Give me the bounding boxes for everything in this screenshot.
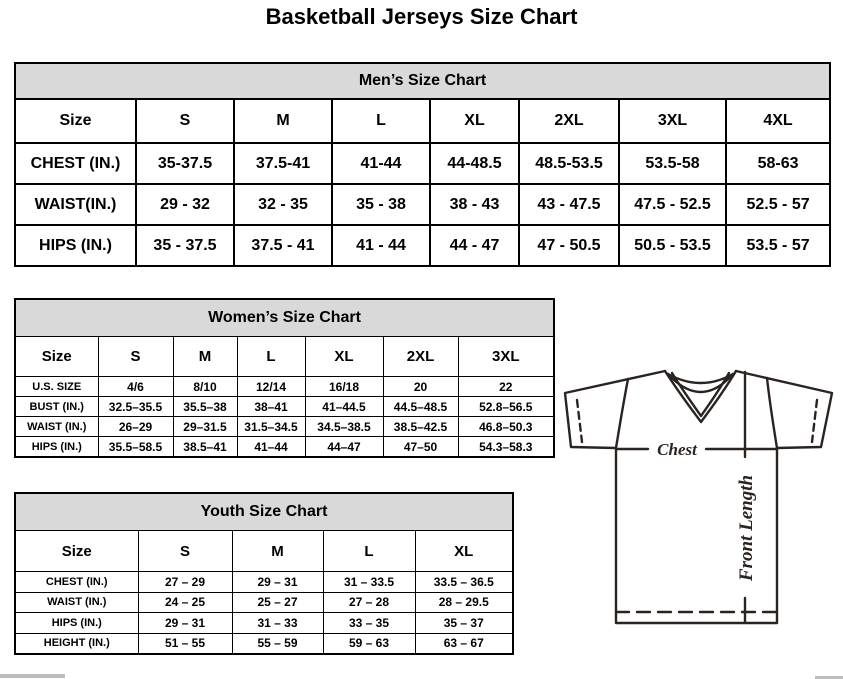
value-cell: 35.5–58.5 [98, 437, 173, 458]
col-header: 2XL [383, 337, 458, 377]
value-cell: 38 - 43 [430, 184, 519, 225]
value-cell: 37.5-41 [234, 143, 332, 184]
col-header: M [234, 99, 332, 143]
value-cell: 48.5-53.5 [519, 143, 619, 184]
mens-header-row [15, 99, 830, 143]
value-cell: 31.5–34.5 [237, 417, 305, 437]
left-shoulder-seam [616, 379, 628, 448]
mens-hips-row [15, 225, 830, 266]
value-cell: 59 – 63 [323, 633, 415, 654]
value-cell: 50.5 - 53.5 [619, 225, 726, 266]
value-cell: 54.3–58.3 [458, 437, 554, 458]
value-cell: 28 – 29.5 [415, 592, 513, 613]
value-cell: 27 – 29 [138, 572, 232, 593]
mens-size-chart-table [14, 62, 831, 267]
col-header: XL [415, 531, 513, 572]
col-header: L [323, 531, 415, 572]
value-cell: 38.5–41 [173, 437, 237, 458]
youth-chart-title: Youth Size Chart [15, 493, 513, 531]
value-cell: 35.5–38 [173, 397, 237, 417]
value-cell: 4/6 [98, 377, 173, 397]
value-cell: 47.5 - 52.5 [619, 184, 726, 225]
value-cell: 47 - 50.5 [519, 225, 619, 266]
womens-waist-row [15, 417, 554, 437]
row-label: BUST (IN.) [15, 397, 98, 417]
col-header: M [173, 337, 237, 377]
value-cell: 52.5 - 57 [726, 184, 830, 225]
youth-chest-row [15, 572, 513, 593]
right-shoulder-seam [767, 378, 777, 448]
value-cell: 41–44.5 [305, 397, 383, 417]
value-cell: 29 – 31 [138, 613, 232, 634]
col-header: S [98, 337, 173, 377]
value-cell: 53.5 - 57 [726, 225, 830, 266]
col-header: Size [15, 337, 98, 377]
value-cell: 29–31.5 [173, 417, 237, 437]
womens-ussize-row [15, 377, 554, 397]
col-header: M [232, 531, 323, 572]
value-cell: 58-63 [726, 143, 830, 184]
row-label: HIPS (IN.) [15, 437, 98, 458]
page-title: Basketball Jerseys Size Chart [265, 4, 578, 29]
row-label: WAIST (IN.) [15, 417, 98, 437]
value-cell: 35 - 37.5 [136, 225, 234, 266]
row-label: HIPS (IN.) [15, 225, 136, 266]
value-cell: 63 – 67 [415, 633, 513, 654]
row-label: WAIST (IN.) [15, 592, 138, 613]
value-cell: 38–41 [237, 397, 305, 417]
value-cell: 43 - 47.5 [519, 184, 619, 225]
mens-chart-title: Men’s Size Chart [15, 63, 830, 99]
value-cell: 47–50 [383, 437, 458, 458]
womens-chart-title: Women’s Size Chart [15, 299, 554, 337]
value-cell: 31 – 33 [232, 613, 323, 634]
value-cell: 26–29 [98, 417, 173, 437]
value-cell: 35 – 37 [415, 613, 513, 634]
mens-waist-row [15, 184, 830, 225]
value-cell: 33 – 35 [323, 613, 415, 634]
col-header: S [138, 531, 232, 572]
womens-bust-row [15, 397, 554, 417]
row-label: U.S. SIZE [15, 377, 98, 397]
value-cell: 44–47 [305, 437, 383, 458]
col-header: L [237, 337, 305, 377]
value-cell: 35 - 38 [332, 184, 430, 225]
col-header: Size [15, 531, 138, 572]
chest-label: Chest [657, 440, 697, 459]
youth-size-chart-table [14, 492, 514, 655]
value-cell: 22 [458, 377, 554, 397]
value-cell: 53.5-58 [619, 143, 726, 184]
col-header: XL [305, 337, 383, 377]
youth-height-row [15, 633, 513, 654]
value-cell: 41–44 [237, 437, 305, 458]
row-label: HEIGHT (IN.) [15, 633, 138, 654]
value-cell: 32.5–35.5 [98, 397, 173, 417]
value-cell: 55 – 59 [232, 633, 323, 654]
womens-size-chart-table [14, 298, 555, 458]
row-label: HIPS (IN.) [15, 613, 138, 634]
youth-waist-row [15, 592, 513, 613]
value-cell: 12/14 [237, 377, 305, 397]
value-cell: 41-44 [332, 143, 430, 184]
youth-hips-row [15, 613, 513, 634]
value-cell: 44 - 47 [430, 225, 519, 266]
col-header: XL [430, 99, 519, 143]
row-label: WAIST(IN.) [15, 184, 136, 225]
value-cell: 31 – 33.5 [323, 572, 415, 593]
value-cell: 32 - 35 [234, 184, 332, 225]
value-cell: 37.5 - 41 [234, 225, 332, 266]
col-header: 4XL [726, 99, 830, 143]
value-cell: 34.5–38.5 [305, 417, 383, 437]
value-cell: 35-37.5 [136, 143, 234, 184]
value-cell: 41 - 44 [332, 225, 430, 266]
value-cell: 44-48.5 [430, 143, 519, 184]
col-header: Size [15, 99, 136, 143]
row-label: CHEST (IN.) [15, 572, 138, 593]
row-label: CHEST (IN.) [15, 143, 136, 184]
col-header: S [136, 99, 234, 143]
value-cell: 16/18 [305, 377, 383, 397]
value-cell: 24 – 25 [138, 592, 232, 613]
value-cell: 38.5–42.5 [383, 417, 458, 437]
value-cell: 20 [383, 377, 458, 397]
right-cuff-dashed-line [812, 400, 817, 442]
jersey-measurement-diagram [555, 360, 843, 679]
col-header: L [332, 99, 430, 143]
value-cell: 29 - 32 [136, 184, 234, 225]
value-cell: 29 – 31 [232, 572, 323, 593]
col-header: 2XL [519, 99, 619, 143]
value-cell: 33.5 – 36.5 [415, 572, 513, 593]
col-header: 3XL [619, 99, 726, 143]
value-cell: 52.8–56.5 [458, 397, 554, 417]
value-cell: 25 – 27 [232, 592, 323, 613]
youth-header-row [15, 531, 513, 572]
value-cell: 46.8–50.3 [458, 417, 554, 437]
value-cell: 51 – 55 [138, 633, 232, 654]
womens-hips-row [15, 437, 554, 458]
left-cuff-dashed-line [577, 400, 582, 442]
value-cell: 44.5–48.5 [383, 397, 458, 417]
value-cell: 8/10 [173, 377, 237, 397]
front-length-label: Front Length [736, 474, 757, 582]
mens-chest-row [15, 143, 830, 184]
jersey-outline [565, 371, 832, 623]
col-header: 3XL [458, 337, 554, 377]
scrollbar-thumb-left-fragment[interactable] [0, 674, 65, 678]
value-cell: 27 – 28 [323, 592, 415, 613]
womens-header-row [15, 337, 554, 377]
